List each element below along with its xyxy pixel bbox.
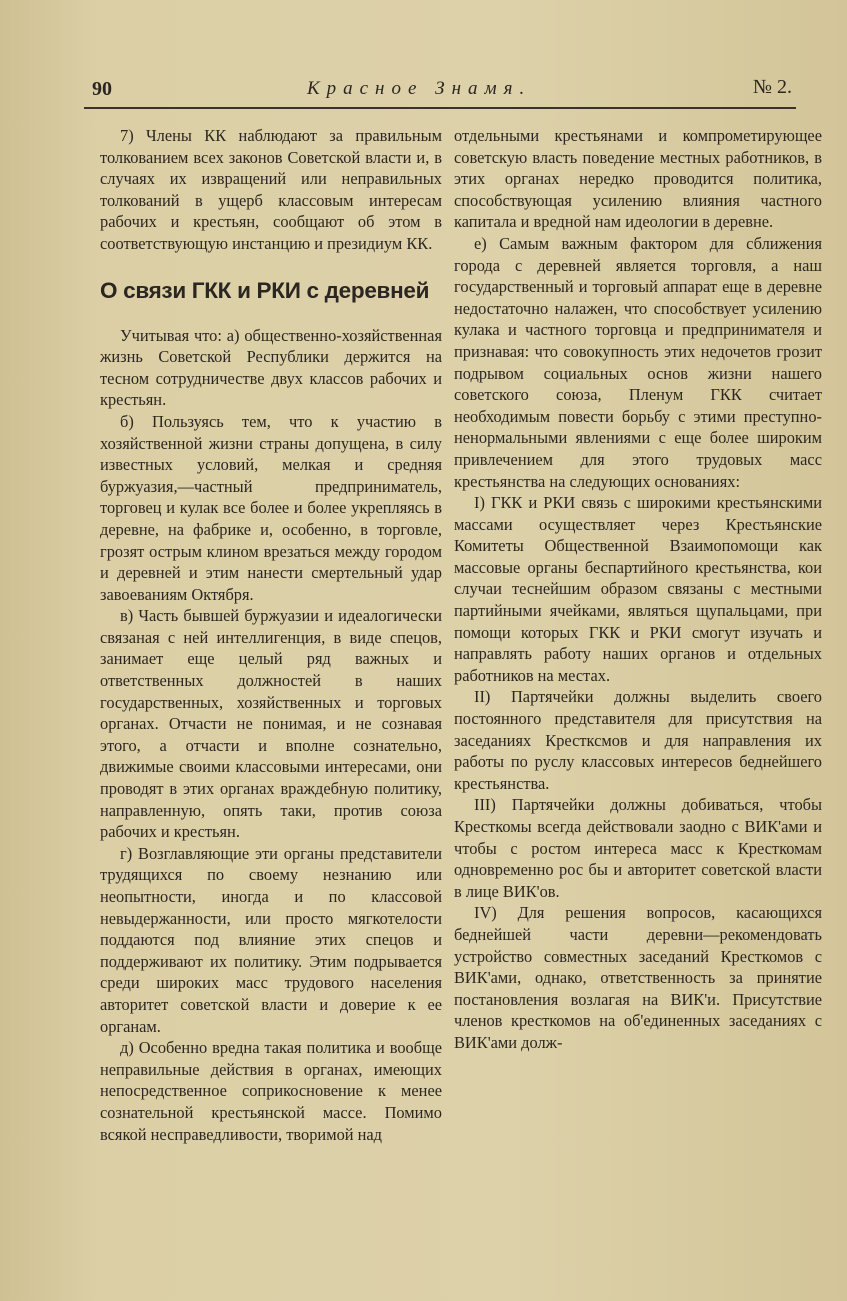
header-rule [84,107,796,109]
paragraph-intro: Учитывая что: а) общественно-хозяйственная жизнь Советской Республики держится на тесном сотрудничестве двух классов рабочих и крестьян. [100,325,442,410]
paragraph-point-2: II) Партячейки должны выделить своего постоянного представителя для присутствия на заседаниях Крестксмов и для направления их работы по руслу классовых интересов беднейшего крестьянства. [454,687,822,793]
paragraph-item-d-continued: отдельными крестьянами и компрометирующее советскую власть поведение местных работников, в этих органах нередко проводится политика, способствующая усилению влияния частного капитала и вредной нам идеологии в деревне. [454,126,822,232]
paragraph-item-e: е) Самым важным фактором для сближения города с деревней является торговля, а наш государственный и торговый аппарат еще в деревне недостаточно налажен, что способствует усилению кулака и частного торговца и предпринимателя и признавая: что совокупность этих недочетов грозит подрывом социальных основ жизни нашего советского союза, Пленум ГКК считает необходимым повести борьбу с этими преступно-ненормальными явлениями с еще более широким привлечением для этого трудовых масс крестьянства на следующих основаниях: [454,233,822,491]
section-title: О связи ГКК и РКИ с деревней [100,277,430,303]
paragraph-point-4: IV) Для решения вопросов, касающихся беднейшей части деревни—рекомендовать устройство совместных заседаний Кресткомов с ВИК'ами, однако, ответственность за принятие постановления возлагая на ВИК'и. Присутствие членов кресткомов на об'единенных заседаниях с ВИК'ами долж- [454,903,822,1052]
left-column [100,125,442,1145]
paragraph-point-3: III) Партячейки должны добиваться, чтобы Кресткомы всегда действовали заодно с ВИК'ами и чтобы с ростом интереса масс к Кресткомам одновременно рос бы и авторитет советской власти в лице ВИК'ов. [454,795,822,901]
paragraph-item-g: г) Возглавляющие эти органы представители трудящихся по своему незнанию или неопытности, иногда и по классовой невыдержанности, или просто мягкотелости поддаются под влияние этих спецов и поддерживают их политику. Этим подрывается среди широких масс трудового населения авторитет советской власти и доверие к ее органам. [100,843,442,1036]
issue-number: № 2. [752,76,792,98]
paragraph-point-1: I) ГКК и РКИ связь с широкими крестьянскими массами осуществляет через Крестьянские Комитеты Общественной Взаимопомощи как массовые органы беспартийного крестьянства, кои случаи теснейшим образом связаны с местными партийными ячейками, являться щупальцами, при помощи которых ГКК и РКИ смогут изучать и направлять работу наших органов и отдельных работников на местах. [454,493,822,685]
page-number: 90 [92,78,112,100]
right-column [454,125,822,1054]
paragraph-item-d: д) Особенно вредна такая политика и вообще неправильные действия в органах, имеющих непосредственное соприкосновение к менее сознательной крестьянской массе. Помимо всякой несправедливости, творимой над [100,1038,442,1144]
paragraph-item-v: в) Часть бывшей буржуазии и идеалогически связаная с ней интеллигенция, в виде спецов, занимает еще целый ряд важных и ответственных должностей в наших государственных, хозяйственных и торговых органах. Отчасти не понимая, и не сознавая этого, а отчасти и вполне сознательно, движимые своими классовыми интересами, они проводят в этих органах враждебную политику, направленную, опять таки, против союза рабочих и крестьян. [100,606,442,842]
running-title: Красное Знамя. [307,78,532,99]
page-header [92,74,792,104]
paragraph-item-b: б) Пользуясь тем, что к участию в хозяйственной жизни страны допущена, в силу известных условий, мелкая и средняя буржуазия,—частный предприниматель, торговец и кулак все более и более укрепляясь в деревне, на фабрике и, особенно, в торговле, грозят острым клином врезаться между городом и деревней и этим нанести смертельный удар завоеваниям Октября. [100,411,442,604]
paragraph-7: 7) Члены КК наблюдают за правильным толкованием всех законов Советской власти и, в случаях их извращений или неправильных толкований в ущерб классовым интересам рабочих и крестьян, сообщают об этом в соответствующую инстанцию и президиум КК. [100,126,442,253]
